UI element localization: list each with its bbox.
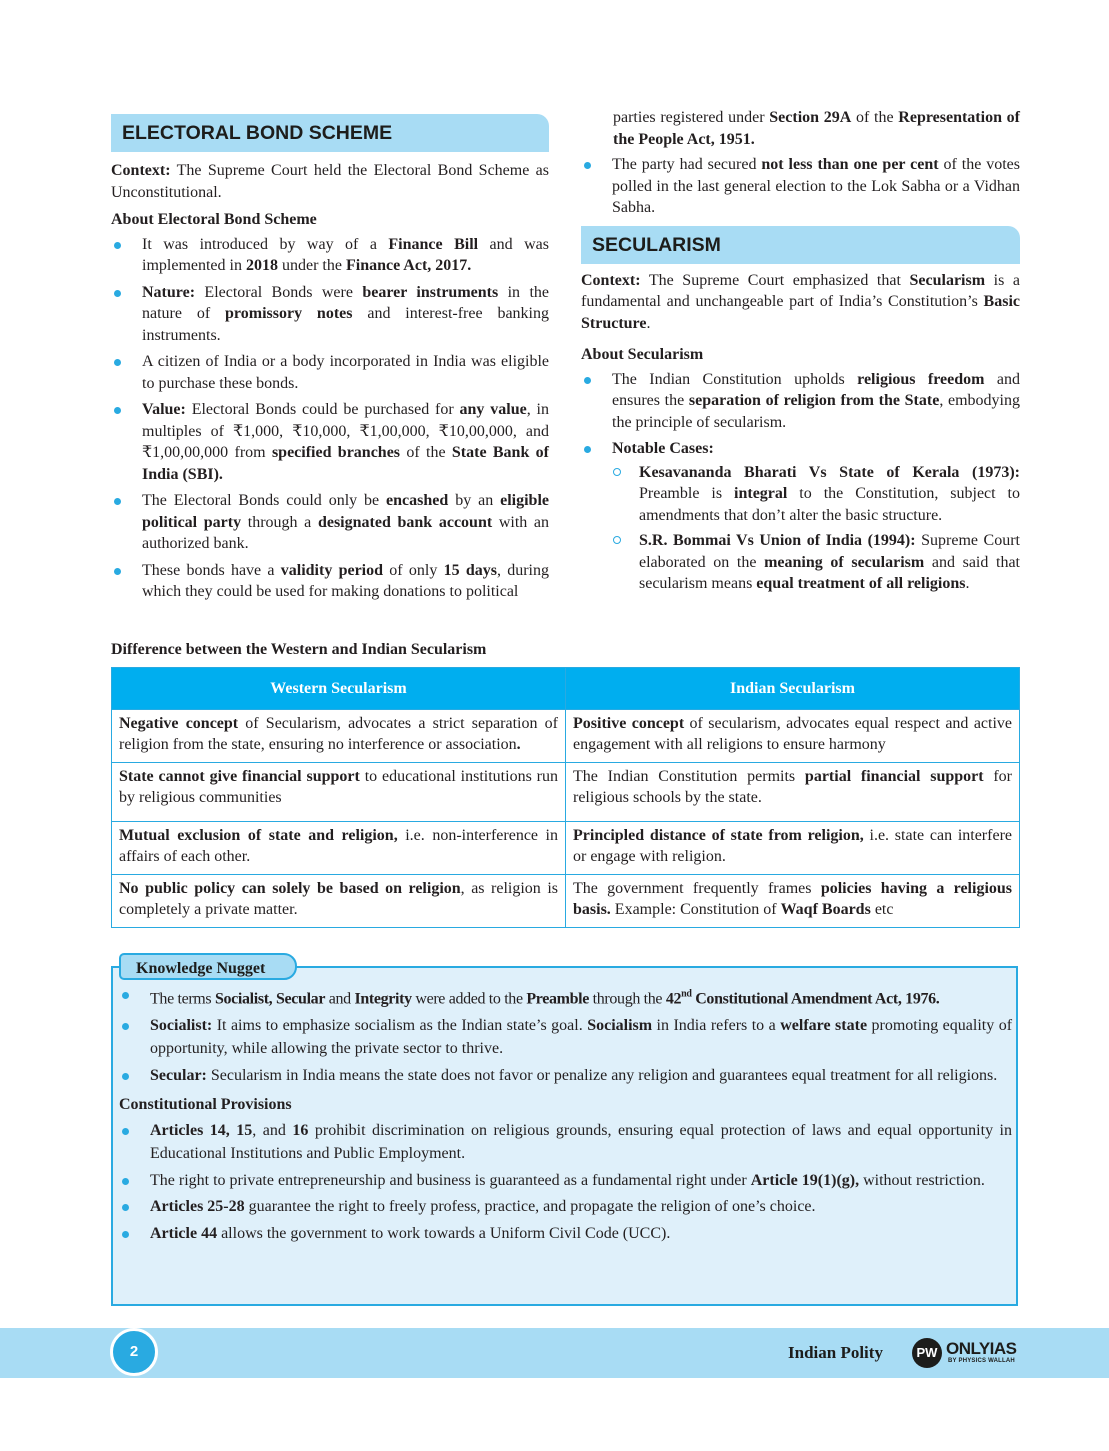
- list-item: Nature: Electoral Bonds were bearer instruments in the nature of promissory notes and interest-free banking instruments.: [111, 282, 549, 347]
- list-item: A citizen of India or a body incorporated in India was eligible to purchase these bonds.: [111, 351, 549, 394]
- header-western: Western Secularism: [112, 668, 566, 710]
- context-label: Context:: [581, 271, 641, 289]
- list-item: Articles 25-28 guarantee the right to freely profess, practice, and propagate the religion of one’s choice.: [119, 1195, 1012, 1219]
- list-item: The party had secured not less than one per cent of the votes polled in the last general election to the Lok Sabha or a Vidhan Sabha.: [581, 154, 1020, 219]
- list-item: These bonds have a validity period of only 15 days, during which they could be used for making donations to political: [111, 560, 549, 603]
- case-item: Kesavananda Bharati Vs State of Kerala (1973): Preamble is integral to the Constitution, subject to amendments that don’t alter the basic structure.: [612, 462, 1020, 527]
- list-item: Article 44 allows the government to work towards a Uniform Civil Code (UCC).: [119, 1222, 1012, 1246]
- cases-list: [612, 462, 1020, 595]
- secularism-context: [581, 270, 1020, 335]
- knowledge-nugget-tab: Knowledge Nugget: [119, 953, 297, 980]
- context-text: The Supreme Court emphasized that Secularism is a fundamental and unchangeable part of India’s Constitution’s Basic Structure.: [581, 271, 1020, 332]
- context-text: The Supreme Court held the Electoral Bond Scheme as Unconstitutional.: [111, 162, 549, 201]
- list-item: Articles 14, 15, and 16 prohibit discrimination on religious grounds, ensuring equal protection of laws and equal opportunity in Educational Institutions and Public Employment.: [119, 1119, 1012, 1166]
- header-indian: Indian Secularism: [566, 668, 1020, 710]
- electoral-context: [111, 160, 549, 203]
- about-secularism-heading: About Secularism: [581, 346, 704, 363]
- table-cell: Positive concept of secularism, advocates equal respect and active engagement with all religions to ensure harmony: [566, 710, 1020, 763]
- nugget-bullet-list: [119, 983, 1012, 1087]
- context-label: Context:: [111, 162, 171, 179]
- logo-subtitle: BY PHYSICS WALLAH: [948, 1358, 1015, 1364]
- secularism-heading: SECULARISM: [581, 226, 1020, 264]
- case-item: S.R. Bommai Vs Union of India (1994): Supreme Court elaborated on the meaning of secularism and said that secularism means equal treatment of all religions.: [612, 530, 1020, 595]
- party-bullet-list: [581, 154, 1020, 219]
- table-row: [112, 822, 1020, 875]
- knowledge-nugget-body: [119, 983, 1012, 1248]
- page-number: 2: [110, 1328, 158, 1376]
- table-cell: The Indian Constitution permits partial financial support for religious schools by the state.: [566, 763, 1020, 822]
- list-item: The terms Socialist, Secular and Integrity were added to the Preamble through the 42nd Constitutional Amendment Act, 1976.: [119, 983, 1012, 1011]
- table-cell: Principled distance of state from religion, i.e. state can interfere or engage with religion.: [566, 822, 1020, 875]
- electoral-bond-heading: ELECTORAL BOND SCHEME: [111, 114, 549, 152]
- about-electoral-heading: About Electoral Bond Scheme: [111, 211, 317, 228]
- table-caption: Difference between the Western and Indian Secularism: [111, 641, 487, 658]
- continued-text: parties registered under Section 29A of the Representation of the People Act, 1951.: [613, 109, 1021, 148]
- provisions-heading: Constitutional Provisions: [119, 1096, 292, 1114]
- provisions-list: [119, 1119, 1012, 1246]
- pw-logo-icon: PW: [912, 1338, 942, 1368]
- comparison-table: [111, 667, 1020, 928]
- list-item: The right to private entrepreneurship and business is guaranteed as a fundamental right under Article 19(1)(g), without restriction.: [119, 1169, 1012, 1193]
- onlyias-logo: ONLYIAS: [946, 1339, 1017, 1358]
- table-cell: State cannot give financial support to educational institutions run by religious communities: [112, 763, 566, 822]
- right-column: [581, 107, 1020, 600]
- table-row: [112, 710, 1020, 763]
- table-cell: No public policy can solely be based on religion, as religion is completely a private matter.: [112, 875, 566, 928]
- list-item: It was introduced by way of a Finance Bill and was implemented in 2018 under the Finance Act, 2017.: [111, 234, 549, 277]
- table-cell: The government frequently frames policies having a religious basis. Example: Constitution of Waqf Boards etc: [566, 875, 1020, 928]
- notable-cases-label: Notable Cases:: [612, 440, 714, 457]
- table-row: [112, 875, 1020, 928]
- list-item: The Electoral Bonds could only be encashed by an eligible political party through a designated bank account with an authorized bank.: [111, 490, 549, 555]
- list-item: [581, 438, 1020, 595]
- table-cell: Negative concept of Secularism, advocates a strict separation of religion from the state, ensuring no interference or association.: [112, 710, 566, 763]
- footer-bar: [0, 1328, 1109, 1378]
- table-header-row: [112, 668, 1020, 710]
- left-column: [111, 114, 549, 608]
- table-cell: Mutual exclusion of state and religion, i.e. non-interference in affairs of each other.: [112, 822, 566, 875]
- list-item: Secular: Secularism in India means the state does not favor or penalize any religion and guarantees equal treatment for all religions.: [119, 1064, 1012, 1088]
- electoral-bullet-list: [111, 234, 549, 603]
- list-item: The Indian Constitution upholds religious freedom and ensures the separation of religion from the State, embodying the principle of secularism.: [581, 369, 1020, 434]
- list-item: Value: Electoral Bonds could be purchased for any value, in multiples of ₹1,000, ₹10,000, ₹1,00,000, ₹10,00,000, and ₹1,00,00,000 from specified branches of the State Bank of India (SBI).: [111, 399, 549, 485]
- footer-title: Indian Polity: [788, 1343, 883, 1362]
- table-row: [112, 763, 1020, 822]
- list-item: Socialist: It aims to emphasize socialism as the Indian state’s goal. Socialism in India refers to a welfare state promoting equality of opportunity, while allowing the private sector to thrive.: [119, 1014, 1012, 1061]
- secularism-bullet-list: [581, 369, 1020, 595]
